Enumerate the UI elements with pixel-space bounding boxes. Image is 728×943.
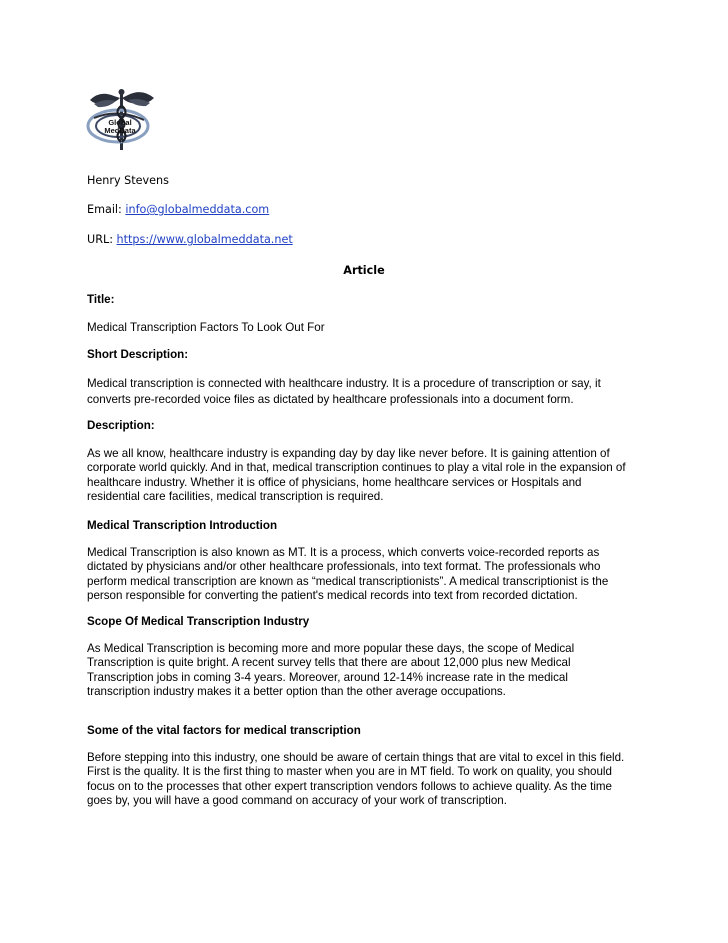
text-line: perform medical transcription are known as “medical transcriptionists”. A medical transcriptionist is the	[87, 574, 609, 588]
description-label: Description:	[87, 419, 155, 432]
url-link[interactable]: https://www.globalmeddata.net	[116, 233, 293, 246]
url-label: URL:	[87, 233, 117, 246]
text-line: Transcription is quite bright. A recent survey tells that there are about 12,000 plus new Medical	[87, 656, 571, 670]
text-line: dictated by physicians and/or other healthcare professionals, into text format. The professionals who	[87, 560, 601, 574]
short-description-text	[87, 376, 647, 407]
text-line: Transcription jobs in coming 3-4 years. Moreover, around 12-14% increase rate in the medical	[87, 670, 568, 684]
text-line: Before stepping into this industry, one should be aware of certain things that are vital to excel in this field.	[87, 751, 625, 764]
factors-heading: Some of the vital factors for medical transcription	[87, 724, 361, 737]
text-line: Medical transcription is connected with healthcare industry. It is a procedure of transcription or say, it	[87, 377, 601, 390]
text-line: transcription industry makes it a better option than the other average occupations.	[87, 685, 506, 699]
text-line: corporate world quickly. And in that, medical transcription continues to play a vital role in the expansion of	[87, 461, 626, 475]
email-line	[87, 203, 269, 216]
email-link[interactable]: info@globalmeddata.com	[125, 203, 270, 216]
article-title: Medical Transcription Factors To Look Out For	[87, 321, 325, 334]
intro-text	[87, 546, 647, 604]
text-line: Medical Transcription is also known as MT. It is a process, which converts voice-recorded reports as	[87, 546, 600, 559]
description-text	[87, 447, 647, 505]
scope-text	[87, 642, 647, 700]
short-description-label: Short Description:	[87, 348, 189, 361]
text-line: focus on to the processes that other expert transcription vendors follows to achieve quality. As the time	[87, 779, 613, 793]
logo-text-global: Global	[108, 118, 132, 127]
text-line: person responsible for converting the patient's medical records into text from recorded dictation.	[87, 589, 578, 603]
doc-type-heading: Article	[343, 264, 385, 277]
intro-heading: Medical Transcription Introduction	[87, 519, 278, 532]
factors-text	[87, 751, 647, 809]
text-line: goes by, you will have a good command on accuracy of your work of transcription.	[87, 794, 507, 808]
global-meddata-logo	[84, 86, 160, 152]
text-line: residential care facilities, medical transcription is required.	[87, 490, 384, 504]
url-line	[87, 233, 293, 246]
text-line: As we all know, healthcare industry is expanding day by day like never before. It is gaining attention of	[87, 447, 610, 460]
text-line: As Medical Transcription is becoming more and more popular these days, the scope of Medical	[87, 642, 575, 655]
author-name: Henry Stevens	[87, 174, 169, 187]
email-label: Email:	[87, 203, 126, 216]
text-line: First is the quality. It is the first thing to master when you are in MT field. To work on quality, you should	[87, 765, 612, 779]
scope-heading: Scope Of Medical Transcription Industry	[87, 615, 310, 628]
title-label: Title:	[87, 293, 115, 306]
logo-text-meddata: MedData	[104, 126, 136, 135]
text-line: converts pre-recorded voice files as dictated by healthcare professionals into a document form.	[87, 392, 574, 406]
text-line: healthcare industry. Whether it is office of physicians, home healthcare services or Hospitals and	[87, 475, 582, 489]
